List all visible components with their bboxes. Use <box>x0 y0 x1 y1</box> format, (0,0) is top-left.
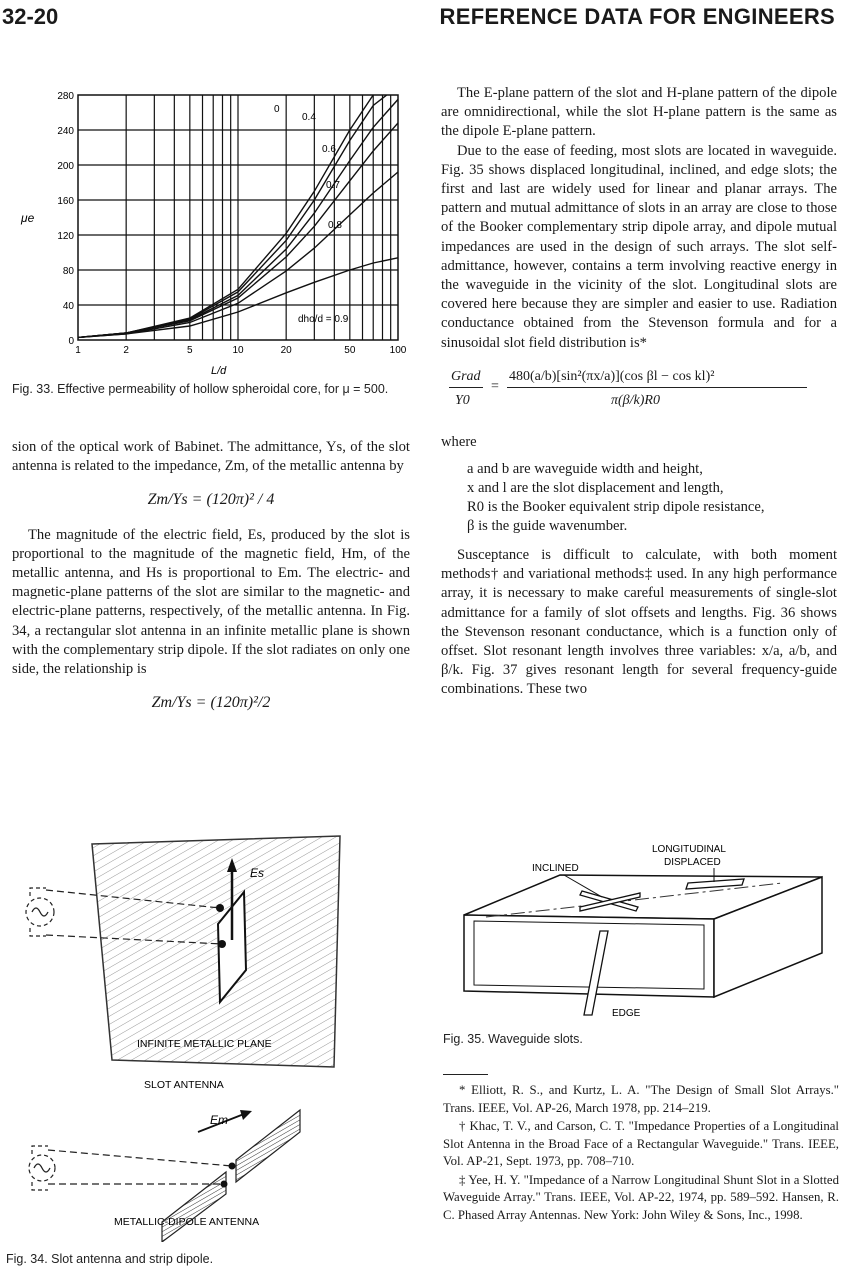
fig33-caption: Fig. 33. Effective permeability of hollow spheroidal core, for μ = 500. <box>12 382 389 396</box>
metallic-plane <box>92 836 340 1067</box>
fig33-curve-labels <box>274 104 349 325</box>
eq-rhs-denominator: π(β/k)R0 <box>611 392 660 408</box>
y-tick-label: 0 <box>68 336 74 347</box>
y-tick-label: 40 <box>62 301 74 312</box>
es-label: Es <box>250 866 265 880</box>
x-tick-label: 1 <box>75 345 81 356</box>
dipole-lower-strip <box>162 1172 226 1242</box>
definition-item: β is the guide wavenumber. <box>467 518 628 535</box>
fig33-chart <box>18 90 413 380</box>
equation-babinet-2: Zm/Ys = (120π)²/2 <box>151 694 271 712</box>
curve-label: 0.6 <box>322 144 336 155</box>
x-tick-label: 10 <box>232 345 244 356</box>
edge-label: EDGE <box>612 1008 641 1019</box>
definition-item: R0 is the Booker equivalent strip dipole resistance, <box>467 499 765 516</box>
slot-antenna-label: SLOT ANTENNA <box>144 1079 224 1091</box>
equation-babinet-1: Zm/Ys = (120π)² / 4 <box>147 491 275 509</box>
y-tick-label: 280 <box>57 91 74 102</box>
x-tick-label: 100 <box>389 345 407 356</box>
inclined-label: INCLINED <box>532 863 579 874</box>
dipole-antenna-label: METALLIC-DIPOLE ANTENNA <box>114 1216 260 1228</box>
x-tick-label: 50 <box>344 345 356 356</box>
variable-definitions <box>467 460 837 536</box>
page-header <box>0 2 847 36</box>
fig35-caption: Fig. 35. Waveguide slots. <box>443 1032 583 1046</box>
curve-label: 0.7 <box>326 180 340 191</box>
footnote: ‡ Yee, H. Y. "Impedance of a Narrow Longitudinal Shunt Slot in a Slotted Waveguide Array." Trans. IEEE, Vol. AP-22, 1974, pp. 589–592. Hansen, R. C. Phased Array Antennas. New York: John Wiley & Sons, Inc., 1998. <box>443 1172 839 1222</box>
fig34-caption: Fig. 34. Slot antenna and strip dipole. <box>6 1252 214 1266</box>
longitudinal-label: LONGITUDINAL <box>652 845 726 855</box>
eq-lhs-numerator: Grad <box>451 368 481 384</box>
paragraph: Susceptance is difficult to calculate, with both moment methods† and variational methods‡ used. In any high performance array, it is necessary to make careful measurements of single-slot admittance for a family of slot offsets and lengths. Fig. 36 shows the Stevenson resonant conductance, which is a function only of offset. Slot resonant length involves three variables: x/a, a/b, and β/k. Fig. 37 gives resonant length for several frequency-guide combinations. These two <box>441 547 837 698</box>
y-tick-label: 160 <box>57 196 74 207</box>
x-tick-label: 2 <box>123 345 129 356</box>
curve-label: 0.8 <box>328 220 342 231</box>
waveguide-front-face <box>464 915 714 997</box>
footnote: † Khac, T. V., and Carson, C. T. "Impedance Properties of a Longitudinal Slot Antenna in the Broad Face of a Rectangular Waveguide." Trans. IEEE, Vol. AP-21, Sept. 1973, pp. 708–710. <box>443 1119 839 1168</box>
paragraph: The magnitude of the electric field, Es, produced by the slot is proportional to the magnitude of the magnetic field, Hm, of the metallic antenna, and Hs is proportional to Em. The electric- and magnetic-plane patterns of the slot are similar to the magnetic- and electric-plane patterns, respectively, of the metallic antenna. In Fig. 34, a rectangular slot antenna in an infinite metallic plane is shown with the complementary strip dipole. If the slot radiates on only one side, the relationship is <box>12 526 410 678</box>
paragraph: Due to the ease of feeding, most slots are located in waveguide. Fig. 35 shows displaced longitudinal, inclined, and edge slots; the first and last are widely used for linear and planar arrays. The pattern and mutual admittance of slots in an array are close to those of the Booker complementary strip dipole array, and dipole mutual impedances are used in the design of such arrays. The slot self-admittance, however, contains a term involving reactive energy in the waveguide in the vicinity of the slot. Longitudinal slots are covered here because they are simpler and easier to use. Radiation conductance obtained from the Stevenson formula and for a sinusoidal slot field distribution is* <box>441 142 837 351</box>
eq-lhs-denominator: Y0 <box>455 392 470 408</box>
left-column-text <box>12 438 410 728</box>
y-tick-label: 200 <box>57 161 74 172</box>
footnotes <box>443 1082 839 1225</box>
fig34-illustration <box>22 832 352 1242</box>
curve-label: 0.4 <box>302 112 316 123</box>
dipole-upper-strip <box>236 1110 300 1182</box>
plane-label: INFINITE METALLIC PLANE <box>137 1038 272 1050</box>
footnote-rule <box>443 1074 488 1075</box>
em-label: Em <box>210 1113 228 1127</box>
y-tick-label: 240 <box>57 126 74 137</box>
fig33-y-axis-label: μe <box>21 211 35 225</box>
displaced-label: DISPLACED <box>664 857 721 868</box>
paragraph: sion of the optical work of Babinet. The admittance, Ys, of the slot antenna is related to the impedance, Zm, of the metallic antenna by <box>12 439 410 475</box>
x-tick-label: 5 <box>187 345 193 356</box>
right-column-text <box>441 84 837 700</box>
fig33-tick-labels <box>57 91 406 356</box>
y-tick-label: 80 <box>62 266 74 277</box>
fig35-illustration <box>452 845 832 1025</box>
definition-item: x and l are the slot displacement and length, <box>467 480 724 497</box>
footnote: * Elliott, R. S., and Kurtz, L. A. "The Design of Small Slot Arrays." Trans. IEEE, Vol. AP-26, March 1978, pp. 214–219. <box>443 1083 839 1115</box>
definition-item: a and b are waveguide width and height, <box>467 461 703 478</box>
where-label: where <box>441 433 477 450</box>
curve-label: dho/d = 0.9 <box>298 314 349 325</box>
curve-label: 0 <box>274 104 280 115</box>
y-tick-label: 120 <box>57 231 74 242</box>
running-title: REFERENCE DATA FOR ENGINEERS <box>439 4 835 29</box>
x-tick-label: 20 <box>280 345 292 356</box>
equation-radiation-conductance: Grad Y0 = 480(a/b)[sin²(πx/a)](cos βl − cos kl)² π(β/k)R0 <box>441 365 837 423</box>
page-number: 32-20 <box>2 4 59 29</box>
fig33-x-axis-label: L/d <box>211 365 227 377</box>
paragraph: The E-plane pattern of the slot and H-plane pattern of the dipole are omnidirectional, while the slot H-plane pattern is the same as the dipole E-plane pattern. <box>441 85 837 140</box>
eq-rhs-numerator: 480(a/b)[sin²(πx/a)](cos βl − cos kl)² <box>509 368 715 384</box>
